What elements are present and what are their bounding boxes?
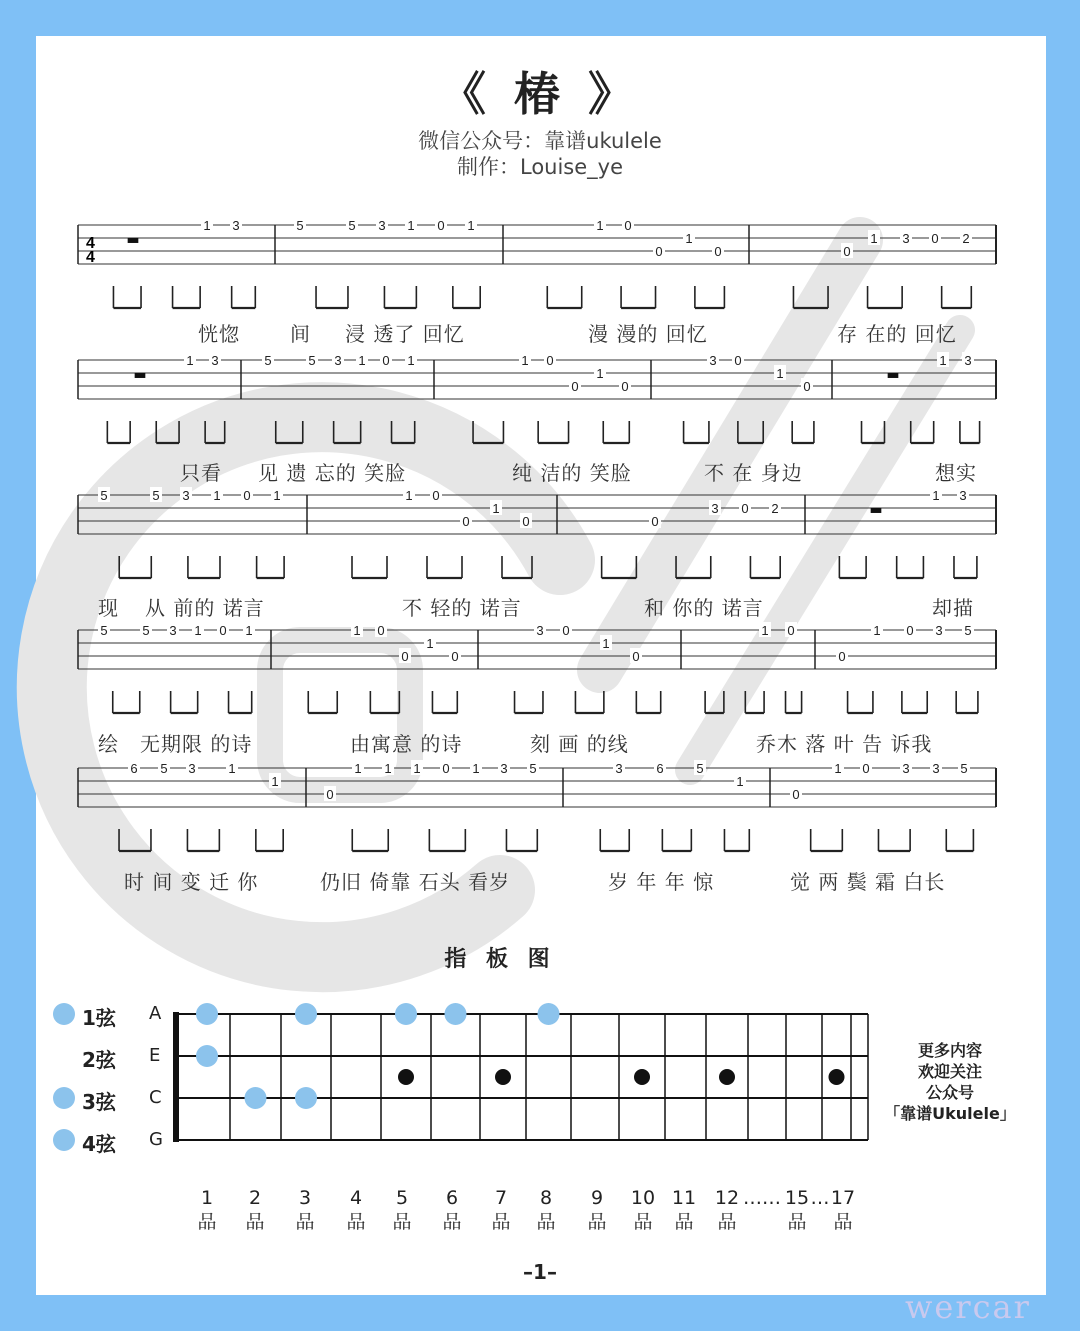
follow-note-line: 欢迎关注 — [917, 1062, 982, 1081]
tab-fret-digit: 5 — [160, 761, 168, 776]
tab-fret-digit: 0 — [401, 649, 409, 664]
fret-unit: 品 — [833, 1211, 853, 1233]
lyric-segment: 无期限 的诗 — [140, 732, 253, 756]
tab-fret-digit: 3 — [902, 231, 910, 246]
lyric-segment: 纯 洁的 笑脸 — [512, 461, 632, 485]
tab-fret-digit: 2 — [962, 231, 970, 246]
fret-unit: 品 — [536, 1211, 556, 1233]
fret-unit: 品 — [295, 1211, 315, 1233]
fret-number — [285, 1186, 325, 1234]
fret-unit: 品 — [674, 1211, 694, 1233]
fret-number — [432, 1186, 472, 1234]
tab-fret-digit: 5 — [264, 353, 272, 368]
fret-unit: 品 — [491, 1211, 511, 1233]
tab-fret-digit: 0 — [377, 623, 385, 638]
tab-fret-digit: 1 — [203, 218, 211, 233]
string-1-note: A — [149, 1003, 162, 1024]
lyric-segment: 存 在的 回忆 — [837, 322, 957, 346]
tab-fret-digit: 0 — [546, 353, 554, 368]
tab-fret-digit: 1 — [932, 488, 940, 503]
follow-note-line: 「靠谱Ukulele」 — [884, 1104, 1016, 1123]
fret-number — [336, 1186, 376, 1234]
tab-fret-digit: 0 — [624, 218, 632, 233]
string-4-label: 4弦 — [82, 1132, 116, 1156]
song-title: 《 椿 》 — [439, 67, 641, 121]
string-1-label: 1弦 — [82, 1006, 116, 1030]
lyric-segment: 绘 — [98, 732, 119, 756]
fret-number — [235, 1186, 275, 1234]
fret-number-value: …… — [743, 1187, 781, 1209]
tab-fret-digit: 3 — [232, 218, 240, 233]
tab-fret-digit: 3 — [378, 218, 386, 233]
tab-fret-digit: 0 — [219, 623, 227, 638]
tab-fret-digit: 0 — [843, 244, 851, 259]
fret-number-value: 7 — [494, 1187, 508, 1209]
fret-number-value: 11 — [671, 1187, 697, 1209]
tab-fret-digit: 2 — [771, 501, 779, 516]
time-signature: 4 — [86, 249, 95, 266]
lyric-segment: 浸 透了 回忆 — [345, 322, 465, 346]
fret-number-value: 3 — [298, 1187, 312, 1209]
follow-note — [880, 1040, 1020, 1124]
tab-fret-digit: 1 — [407, 353, 415, 368]
tab-fret-digit: 3 — [334, 353, 342, 368]
tab-fret-digit: 1 — [761, 623, 769, 638]
tab-fret-digit: 6 — [130, 761, 138, 776]
tab-fret-digit: 1 — [413, 761, 421, 776]
lyric-segment: 只看 — [180, 461, 222, 485]
tab-fret-digit: 0 — [462, 514, 470, 529]
tab-fret-digit: 1 — [492, 501, 500, 516]
tab-fret-digit: 1 — [228, 761, 236, 776]
fret-number-value: 2 — [248, 1187, 262, 1209]
rest-symbol: ▬ — [869, 502, 883, 518]
tab-fret-digit: 1 — [407, 218, 415, 233]
tab-fret-digit: 0 — [655, 244, 663, 259]
tab-fret-digit: 1 — [273, 488, 281, 503]
fret-number — [481, 1186, 521, 1234]
fret-number-value: 9 — [590, 1187, 604, 1209]
tab-fret-digit: 0 — [522, 514, 530, 529]
tab-fret-digit: 1 — [186, 353, 194, 368]
tab-fret-digit: 1 — [358, 353, 366, 368]
fret-number-value: 12 — [714, 1187, 740, 1209]
tab-fret-digit: 5 — [348, 218, 356, 233]
tab-fret-digit: 1 — [405, 488, 413, 503]
tab-fret-digit: 1 — [467, 218, 475, 233]
tab-fret-digit: 0 — [451, 649, 459, 664]
fret-number-value: 15 — [784, 1187, 810, 1209]
tab-fret-digit: 0 — [792, 787, 800, 802]
wechat-account: 微信公众号：靠谱ukulele — [418, 129, 662, 153]
fret-number — [577, 1186, 617, 1234]
tab-fret-digit: 1 — [354, 761, 362, 776]
tab-fret-digit: 1 — [602, 636, 610, 651]
fret-number-value: 1 — [200, 1187, 214, 1209]
tab-fret-digit: 1 — [194, 623, 202, 638]
tab-fret-digit: 1 — [870, 231, 878, 246]
tab-fret-digit: 0 — [734, 353, 742, 368]
fret-unit: 品 — [197, 1211, 217, 1233]
tab-fret-digit: 1 — [776, 366, 784, 381]
tab-fret-digit: 0 — [862, 761, 870, 776]
rest-symbol: ▬ — [886, 367, 900, 383]
tab-fret-digit: 0 — [562, 623, 570, 638]
lyric-segment: 想实 — [935, 461, 977, 485]
follow-note-line: 更多内容 — [917, 1041, 982, 1060]
tab-fret-digit: 3 — [536, 623, 544, 638]
tab-fret-digit: 5 — [142, 623, 150, 638]
fingerboard-title: 指 板 图 — [444, 947, 556, 972]
tab-fret-digit: 5 — [100, 623, 108, 638]
lyric-segment: 刻 画 的线 — [530, 732, 629, 756]
lyric-segment: 间 — [290, 322, 311, 346]
fret-number — [382, 1186, 422, 1234]
tab-fret-digit: 0 — [931, 231, 939, 246]
tab-fret-digit: 0 — [803, 379, 811, 394]
fret-number — [823, 1186, 863, 1234]
fret-number — [707, 1186, 747, 1234]
tab-fret-digit: 1 — [384, 761, 392, 776]
tab-fret-digit: 5 — [100, 488, 108, 503]
lyric-segment: 岁 年 年 惊 — [608, 870, 715, 894]
tab-fret-digit: 3 — [902, 761, 910, 776]
tab-fret-digit: 0 — [906, 623, 914, 638]
tab-fret-digit: 3 — [615, 761, 623, 776]
tab-fret-digit: 5 — [696, 761, 704, 776]
fret-number — [187, 1186, 227, 1234]
lyric-segment: 不 轻的 诺言 — [402, 596, 522, 620]
tab-fret-digit: 3 — [932, 761, 940, 776]
lyric-segment: 仍旧 倚靠 石头 看岁 — [320, 870, 511, 894]
tab-fret-digit: 1 — [736, 774, 744, 789]
lyric-segment: 时 间 变 迁 你 — [124, 870, 259, 894]
fret-number — [623, 1186, 663, 1234]
lyric-segment: 不 在 身边 — [704, 461, 803, 485]
tab-fret-digit: 3 — [500, 761, 508, 776]
tab-fret-digit: 3 — [935, 623, 943, 638]
tab-fret-digit: 1 — [685, 231, 693, 246]
tab-fret-digit: 1 — [521, 353, 529, 368]
tab-fret-digit: 0 — [621, 379, 629, 394]
tab-fret-digit: 3 — [211, 353, 219, 368]
tab-fret-digit: 0 — [442, 761, 450, 776]
fret-number-value: 4 — [349, 1187, 363, 1209]
fret-unit: 品 — [245, 1211, 265, 1233]
string-3-label: 3弦 — [82, 1090, 116, 1114]
tab-fret-digit: 0 — [382, 353, 390, 368]
tab-system-2 — [78, 360, 996, 443]
fret-unit: 品 — [392, 1211, 412, 1233]
maker-credit: 制作：Louise_ye — [456, 155, 624, 179]
string-3-note: C — [149, 1087, 162, 1108]
tab-fret-digit: 0 — [651, 514, 659, 529]
tab-fret-digit: 1 — [596, 366, 604, 381]
tab-fret-digit: 3 — [169, 623, 177, 638]
tab-fret-digit: 5 — [964, 623, 972, 638]
time-signature: 4 — [86, 235, 95, 252]
fret-number-value: 17 — [830, 1187, 856, 1209]
tab-fret-digit: 0 — [432, 488, 440, 503]
fret-number-value: 10 — [630, 1187, 656, 1209]
lyric-segment: 见 遗 忘的 笑脸 — [258, 461, 407, 485]
tab-fret-digit: 1 — [596, 218, 604, 233]
tab-fret-digit: 0 — [243, 488, 251, 503]
tab-fret-digit: 0 — [326, 787, 334, 802]
tab-fret-digit: 1 — [873, 623, 881, 638]
fret-unit: 品 — [587, 1211, 607, 1233]
tab-system-3 — [78, 495, 996, 578]
tab-fret-digit: 0 — [741, 501, 749, 516]
tab-fret-digit: 3 — [711, 501, 719, 516]
tab-system-4 — [78, 630, 996, 713]
fret-unit: 品 — [717, 1211, 737, 1233]
tab-fret-digit: 1 — [426, 636, 434, 651]
tab-system-1 — [78, 225, 996, 308]
tab-fret-digit: 0 — [632, 649, 640, 664]
fret-unit: 品 — [442, 1211, 462, 1233]
fret-unit: 品 — [787, 1211, 807, 1233]
tab-fret-digit: 1 — [834, 761, 842, 776]
tab-fret-digit: 3 — [188, 761, 196, 776]
fret-number-value: 8 — [539, 1187, 553, 1209]
tab-fret-digit: 5 — [152, 488, 160, 503]
lyric-segment: 现 — [98, 596, 119, 620]
fret-number — [742, 1186, 782, 1210]
tab-fret-digit: 0 — [437, 218, 445, 233]
string-2-note: E — [149, 1045, 161, 1066]
tab-fret-digit: 5 — [308, 353, 316, 368]
tab-fret-digit: 1 — [472, 761, 480, 776]
lyric-segment: 乔木 落 叶 告 诉我 — [756, 732, 933, 756]
tab-fret-digit: 1 — [353, 623, 361, 638]
tab-fret-digit: 5 — [529, 761, 537, 776]
tab-fret-digit: 3 — [964, 353, 972, 368]
tab-fret-digit: 5 — [960, 761, 968, 776]
rest-symbol: ▬ — [133, 367, 147, 383]
tab-fret-digit: 1 — [939, 353, 947, 368]
page-number: –1– — [523, 1260, 557, 1284]
tab-fret-digit: 0 — [838, 649, 846, 664]
lyric-segment: 却描 — [932, 596, 974, 620]
corner-watermark: wercar — [905, 1288, 1031, 1326]
tab-fret-digit: 0 — [787, 623, 795, 638]
tab-fret-digit: 6 — [656, 761, 664, 776]
fret-number-value: 6 — [445, 1187, 459, 1209]
fret-number-value: 5 — [395, 1187, 409, 1209]
tab-system-5 — [78, 768, 996, 851]
follow-note-line: 公众号 — [925, 1083, 974, 1102]
tab-fret-digit: 1 — [271, 774, 279, 789]
fret-number — [664, 1186, 704, 1234]
string-4-note: G — [149, 1129, 163, 1150]
fret-number — [526, 1186, 566, 1234]
tab-fret-digit: 5 — [296, 218, 304, 233]
tab-fret-digit: 0 — [714, 244, 722, 259]
lyric-segment: 从 前的 诺言 — [145, 596, 265, 620]
tab-fret-digit: 1 — [213, 488, 221, 503]
lyric-segment: 和 你的 诺言 — [644, 596, 764, 620]
fret-unit: 品 — [633, 1211, 653, 1233]
rest-symbol: ▬ — [126, 232, 140, 248]
fret-number-value: … — [810, 1187, 830, 1209]
fret-unit: 品 — [346, 1211, 366, 1233]
lyric-segment: 觉 两 鬓 霜 白长 — [790, 870, 946, 894]
tab-fret-digit: 0 — [571, 379, 579, 394]
lyric-segment: 漫 漫的 回忆 — [588, 322, 708, 346]
tab-fret-digit: 3 — [182, 488, 190, 503]
lyric-segment: 恍惚 — [198, 322, 240, 346]
lyric-segment: 由寓意 的诗 — [350, 732, 463, 756]
string-2-label: 2弦 — [82, 1048, 116, 1072]
tab-fret-digit: 1 — [245, 623, 253, 638]
tab-fret-digit: 3 — [709, 353, 717, 368]
tab-fret-digit: 3 — [959, 488, 967, 503]
